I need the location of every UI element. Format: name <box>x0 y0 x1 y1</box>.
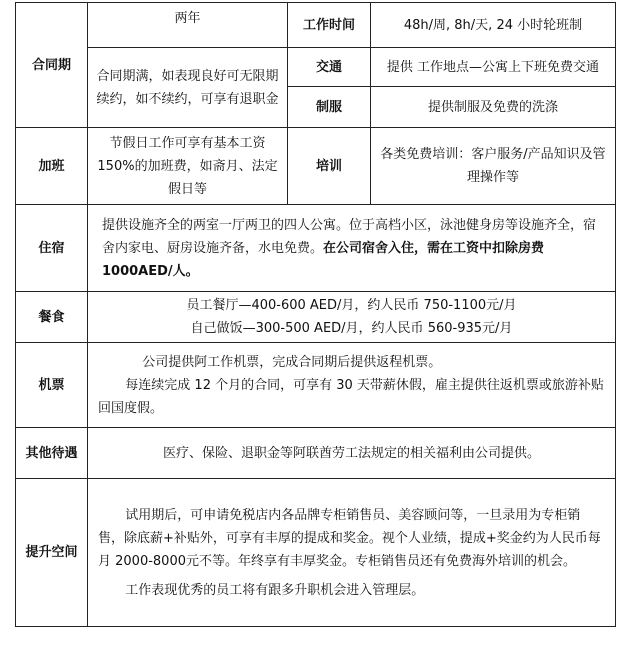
other-label: 其他待遇 <box>16 428 88 479</box>
training-value: 各类免费培训：客户服务/产品知识及管理操作等 <box>371 128 616 205</box>
uniform-value: 提供制服及免费的洗涤 <box>371 87 616 128</box>
table-row <box>16 3 616 48</box>
overtime-value: 节假日工作可享有基本工资150%的加班费，如斋月、法定假日等 <box>88 128 288 205</box>
transport-value: 提供 工作地点—公寓上下班免费交通 <box>371 48 616 87</box>
housing-value <box>88 205 616 292</box>
table-row <box>16 205 616 292</box>
other-value: 医疗、保险、退职金等阿联酋劳工法规定的相关福利由公司提供。 <box>88 428 616 479</box>
transport-label: 交通 <box>288 48 371 87</box>
promotion-label: 提升空间 <box>16 479 88 627</box>
meals-label: 餐食 <box>16 292 88 343</box>
housing-text: 提供设施齐全的两室一厅两卫的四人公寓。位于高档小区，泳池健身房等设施齐全，宿舍内家电、厨房设施齐备，水电免费。 <box>102 217 597 256</box>
contract-term: 两年 <box>88 3 288 48</box>
ticket-line-2: 每连续完成 12 个月的合同，可享有 30 天带薪休假，雇主提供往返机票或旅游补贴回国度假。 <box>98 377 604 416</box>
promotion-para-2: 工作表现优秀的员工将有跟多升职机会进入管理层。 <box>125 582 425 598</box>
meals-value <box>88 292 616 343</box>
uniform-label: 制服 <box>288 87 371 128</box>
contract-renewal: 合同期满，如表现良好可无限期续约，如不续约，可享有退职金 <box>88 48 288 128</box>
contract-label: 合同期 <box>16 3 88 128</box>
promotion-value <box>88 479 616 627</box>
housing-fee-note: 在公司宿舍入住，需在工资中扣除房费 1000AED/人。 <box>102 240 545 279</box>
benefits-table <box>15 2 616 627</box>
promotion-para-1: 试用期后，可申请免税店内各品牌专柜销售员、美容顾问等，一旦录用为专柜销售，除底薪+补贴外，可享有丰厚的提成和奖金。视个人业绩，提成+奖金约为人民币每月 2000-8000元不等。年终享有丰厚奖金。专柜销售员还有免费海外培训的机会。 <box>98 507 601 569</box>
table-row <box>16 428 616 479</box>
housing-label: 住宿 <box>16 205 88 292</box>
overtime-label: 加班 <box>16 128 88 205</box>
table-row <box>16 479 616 627</box>
table-row <box>16 343 616 428</box>
meals-line-canteen: 员工餐厅—400-600 AED/月，约人民币 750-1100元/月 <box>186 298 517 313</box>
meals-line-self-cook: 自己做饭—300-500 AED/月，约人民币 560-935元/月 <box>190 321 513 336</box>
hours-label: 工作时间 <box>288 3 371 48</box>
table-row <box>16 128 616 205</box>
table-row <box>16 48 616 87</box>
table-row <box>16 292 616 343</box>
ticket-line-1: 公司提供阿工作机票，完成合同期后提供返程机票。 <box>142 354 442 370</box>
training-label: 培训 <box>288 128 371 205</box>
ticket-label: 机票 <box>16 343 88 428</box>
hours-value: 48h/周, 8h/天, 24 小时轮班制 <box>371 3 616 48</box>
ticket-value <box>88 343 616 428</box>
